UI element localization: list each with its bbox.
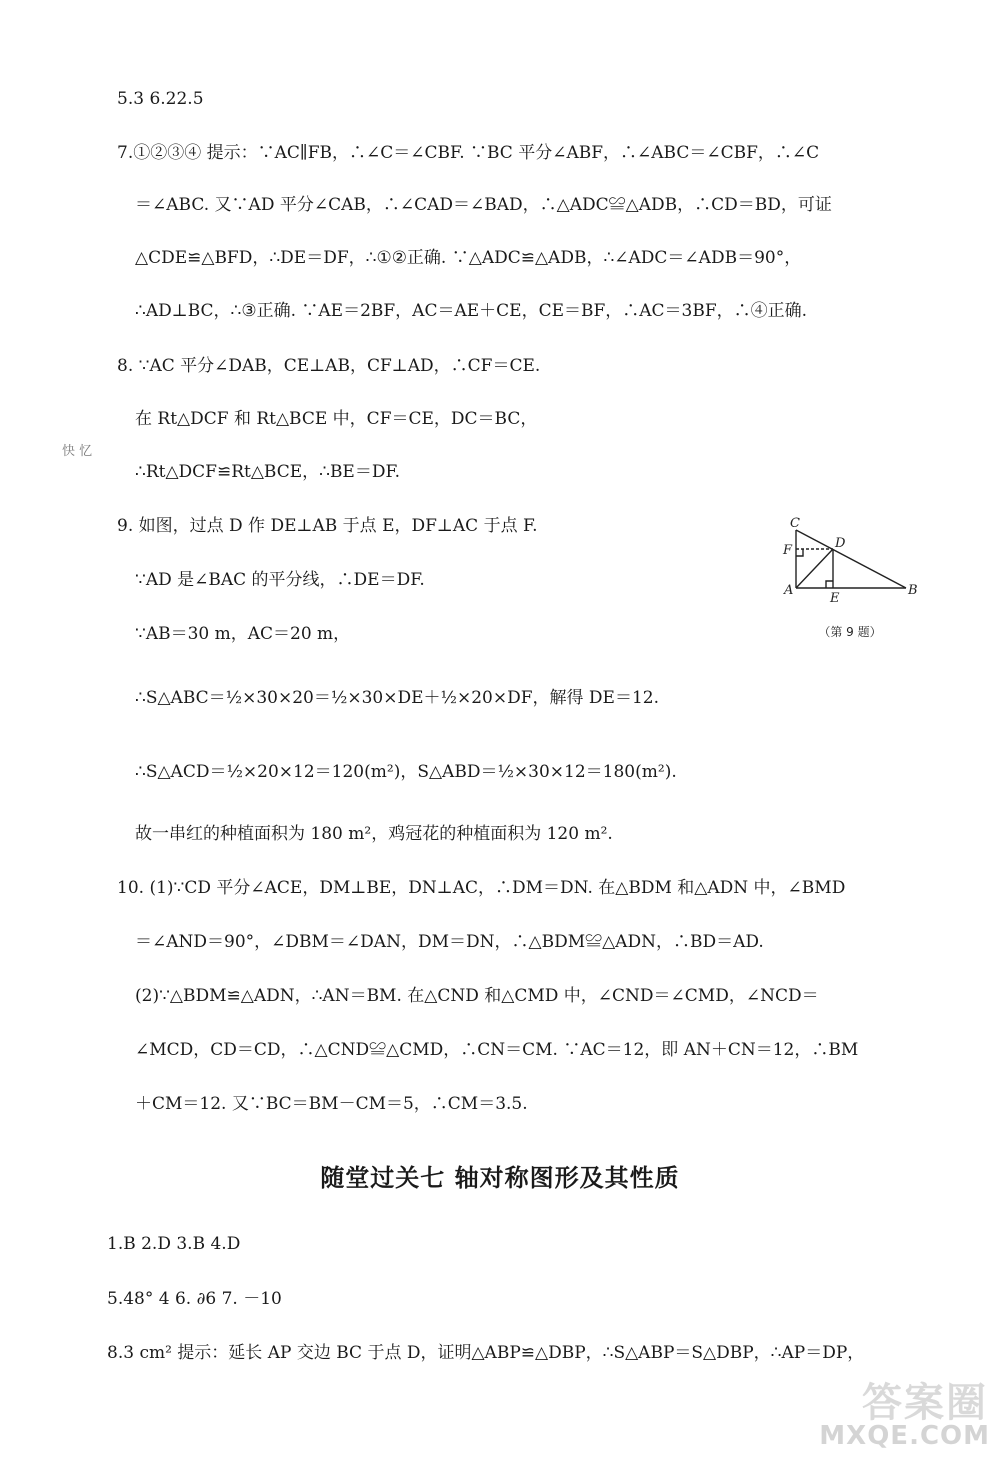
answer-line-8c: ∴Rt△DCF≌Rt△BCE，∴BE＝DF. [135, 462, 401, 482]
answer-line-10e: ＋CM＝12. 又∵BC＝BM－CM＝5，∴CM＝3.5. [135, 1094, 528, 1114]
answer-line-s7-1: 1.B 2.D 3.B 4.D [107, 1234, 241, 1254]
label-b: B [908, 583, 918, 598]
label-a: A [784, 583, 794, 598]
section-title: 随堂过关七 轴对称图形及其性质 [320, 1164, 680, 1192]
answer-line-7b: ＝∠ABC. 又∵AD 平分∠CAB，∴∠CAD＝∠BAD，∴△ADC≌△ADB，∴CD＝BD，可证 [135, 195, 832, 215]
answer-line-7a: 7.①②③④ 提示：∵AC∥FB，∴∠C＝∠CBF. ∵BC 平分∠ABF，∴∠ABC＝∠CBF，∴∠C [117, 143, 820, 163]
answer-line-8b: 在 Rt△DCF 和 Rt△BCE 中，CF＝CE，DC＝BC， [135, 409, 538, 429]
answer-line-10c: (2)∵△BDM≌△ADN，∴AN＝BM. 在△CND 和△CMD 中，∠CND＝∠CMD，∠NCD＝ [135, 986, 819, 1006]
label-c: C [790, 516, 800, 531]
label-e: E [830, 591, 840, 606]
label-d: D [835, 536, 846, 551]
answer-line-5-6: 5.3 6.22.5 [117, 89, 204, 109]
answer-line-7c: △CDE≌△BFD，∴DE＝DF，∴①②正确. ∵△ADC≌△ADB，∴∠ADC＝∠ADB＝90°， [135, 248, 802, 268]
answer-line-10d: ∠MCD，CD＝CD，∴△CND≌△CMD，∴CN＝CM. ∵AC＝12，即 AN＋CN＝12，∴BM [135, 1040, 859, 1060]
margin-scribble: 快 忆 [62, 444, 93, 459]
answer-line-9a: 9. 如图，过点 D 作 DE⊥AB 于点 E，DF⊥AC 于点 F. [117, 516, 538, 536]
answer-line-9d: ∴S△ABC＝½×30×20＝½×30×DE＋½×20×DF，解得 DE＝12. [135, 688, 659, 708]
watermark-url: MXQE.COM [819, 1421, 990, 1451]
figure-caption: （第 9 题） [818, 625, 882, 639]
watermark [806, 1371, 996, 1451]
answer-line-8a: 8. ∵AC 平分∠DAB，CE⊥AB，CF⊥AD，∴CF＝CE. [117, 356, 541, 376]
figure-9 [778, 512, 928, 652]
answer-line-10b: ＝∠AND＝90°，∠DBM＝∠DAN，DM＝DN，∴△BDM≌△ADN，∴BD＝AD. [135, 932, 764, 952]
answer-line-9f: 故一串红的种植面积为 180 m²，鸡冠花的种植面积为 120 m². [135, 824, 613, 844]
answer-line-7d: ∴AD⊥BC，∴③正确. ∵AE＝2BF，AC＝AE＋CE，CE＝BF，∴AC＝3BF，∴④正确. [135, 301, 808, 321]
watermark-logo: 答案圈 [862, 1380, 988, 1426]
answer-line-s7-3: 8.3 cm² 提示：延长 AP 交边 BC 于点 D，证明△ABP≌△DBP，∴S△ABP＝S△DBP，∴AP＝DP， [107, 1343, 865, 1363]
answer-line-10a: 10. (1)∵CD 平分∠ACE，DM⊥BE，DN⊥AC，∴DM＝DN. 在△BDM 和△ADN 中，∠BMD [117, 878, 846, 898]
answer-line-s7-2: 5.48° 4 6. ∂6 7. －10 [107, 1289, 282, 1309]
label-f: F [783, 543, 793, 558]
answer-line-9e: ∴S△ACD＝½×20×12＝120(m²)，S△ABD＝½×30×12＝180(m²). [135, 762, 677, 782]
answer-line-9b: ∵AD 是∠BAC 的平分线，∴DE＝DF. [135, 570, 425, 590]
triangle-diagram [778, 512, 928, 652]
answer-line-9c: ∵AB＝30 m，AC＝20 m， [135, 624, 351, 644]
